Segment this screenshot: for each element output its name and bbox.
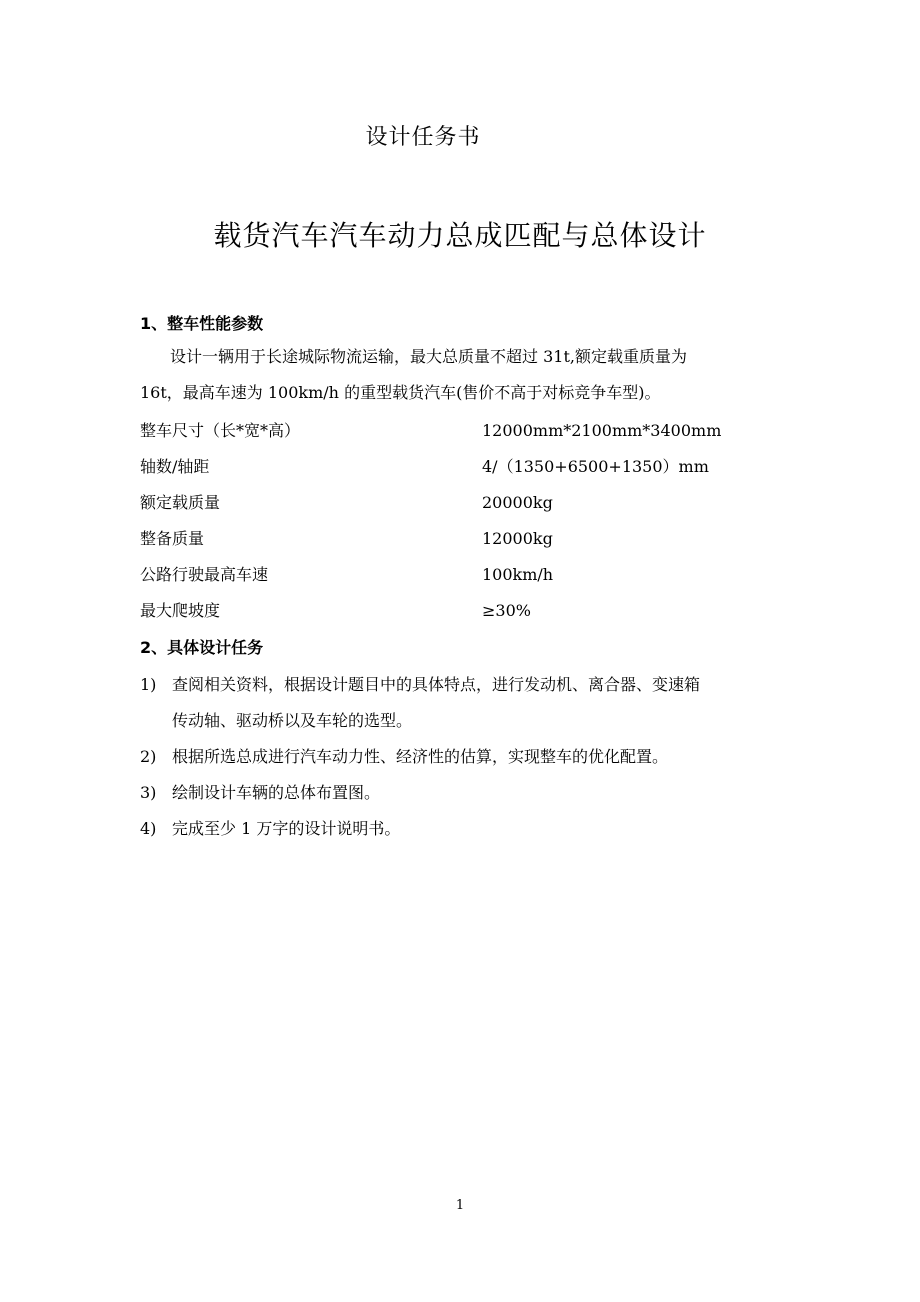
spec-label: 最大爬坡度 bbox=[140, 601, 221, 620]
spec-row bbox=[140, 527, 790, 551]
spec-label: 额定载质量 bbox=[140, 493, 221, 512]
section-heading-tasks: 2、具体设计任务 bbox=[140, 638, 264, 657]
task-text: 传动轴、驱动桥以及车轮的选型。 bbox=[172, 711, 413, 730]
section1-paragraph bbox=[140, 339, 790, 411]
spec-label: 整备质量 bbox=[140, 529, 205, 548]
spec-row bbox=[140, 455, 790, 479]
spec-row bbox=[140, 419, 790, 443]
task-item bbox=[140, 775, 800, 811]
spec-label: 整车尺寸（长*宽*高） bbox=[140, 421, 301, 440]
task-item bbox=[140, 739, 800, 775]
task-number: 2) bbox=[140, 747, 157, 766]
task-text: 绘制设计车辆的总体布置图。 bbox=[172, 783, 381, 802]
spec-value: ≥30% bbox=[482, 601, 531, 620]
section-heading-performance: 1、整车性能参数 bbox=[140, 314, 264, 333]
task-number: 3) bbox=[140, 783, 157, 802]
task-text: 完成至少 1 万字的设计说明书。 bbox=[172, 819, 401, 838]
task-item bbox=[140, 667, 800, 739]
main-title: 载货汽车汽车动力总成匹配与总体设计 bbox=[213, 219, 707, 252]
spec-value: 12000kg bbox=[482, 529, 553, 548]
spec-row bbox=[140, 491, 790, 515]
spec-value: 4/（1350+6500+1350）mm bbox=[482, 457, 709, 476]
page-number: 1 bbox=[455, 1198, 465, 1213]
spec-row bbox=[140, 563, 790, 587]
task-number: 1) bbox=[140, 675, 157, 694]
spec-value: 100km/h bbox=[482, 565, 554, 584]
paragraph-line: 16t，最高车速为 100km/h 的重型载货汽车(售价不高于对标竞争车型)。 bbox=[140, 383, 661, 402]
spec-value: 20000kg bbox=[482, 493, 553, 512]
spec-row bbox=[140, 599, 790, 623]
task-text: 根据所选总成进行汽车动力性、经济性的估算，实现整车的优化配置。 bbox=[172, 747, 669, 766]
spec-label: 公路行驶最高车速 bbox=[140, 565, 269, 584]
spec-label: 轴数/轴距 bbox=[140, 457, 210, 476]
spec-value: 12000mm*2100mm*3400mm bbox=[482, 421, 722, 440]
task-number: 4) bbox=[140, 819, 157, 838]
document-title: 设计任务书 bbox=[365, 125, 481, 150]
task-text: 查阅相关资料，根据设计题目中的具体特点，进行发动机、离合器、变速箱 bbox=[172, 675, 701, 694]
paragraph-line: 设计一辆用于长途城际物流运输，最大总质量不超过 31t,额定载重质量为 bbox=[170, 347, 687, 366]
task-item bbox=[140, 811, 800, 847]
